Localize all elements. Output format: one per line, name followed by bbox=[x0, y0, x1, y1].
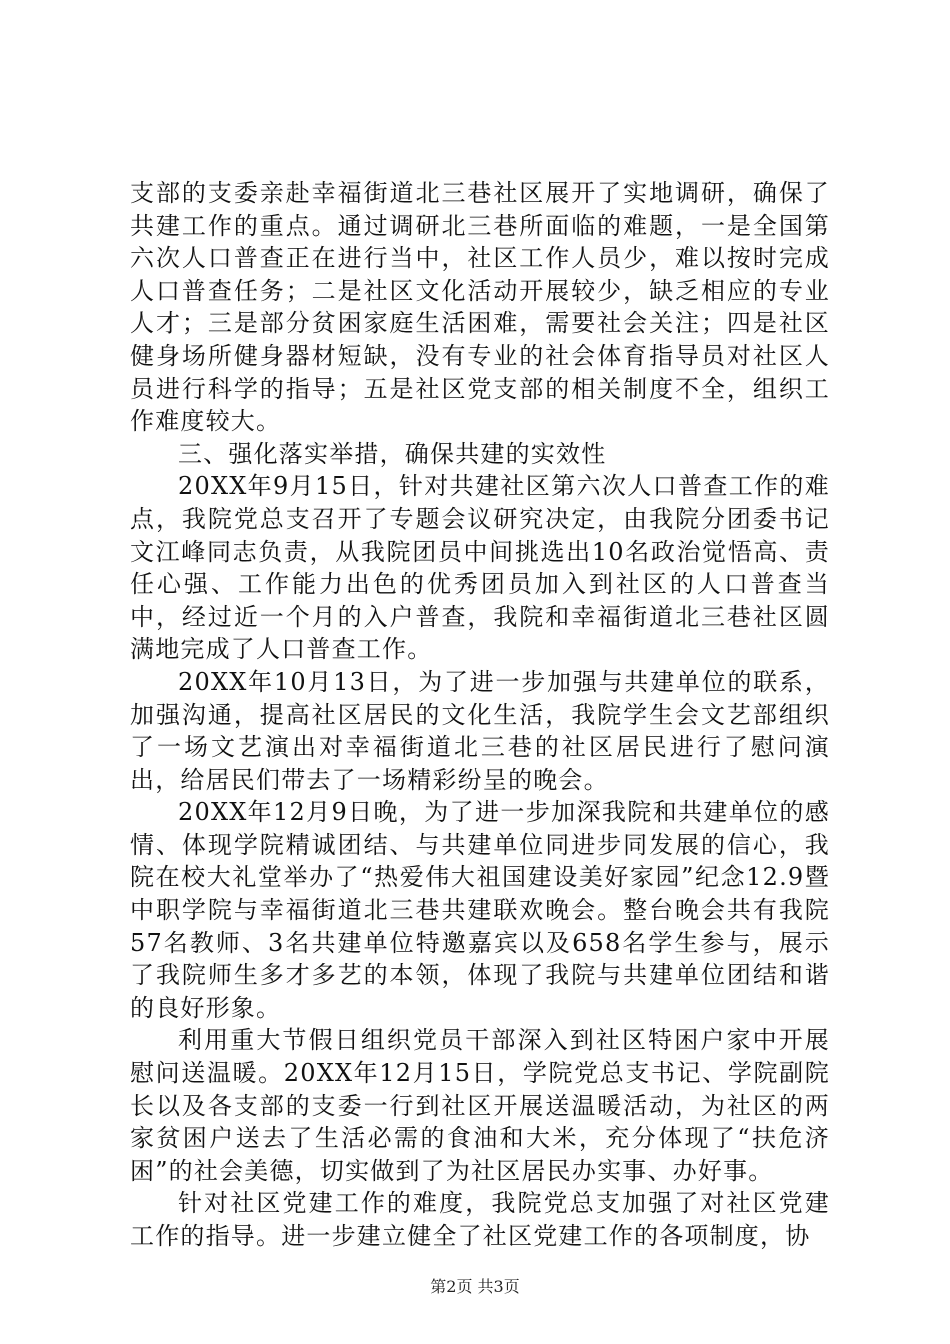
document-body bbox=[130, 177, 830, 1253]
paragraph: 20XX年9月15日，针对共建社区第六次人口普查工作的难点，我院党总支召开了专题会议研究决定，由我院分团委书记文江峰同志负责，从我院团员中间挑选出10名政治觉悟高、责任心强、工作能力出色的优秀团员加入到社区的人口普查当中，经过近一个月的入户普查，我院和幸福街道北三巷社区圆满地完成了人口普查工作。 bbox=[130, 472, 830, 664]
paragraph: 利用重大节假日组织党员干部深入到社区特困户家中开展慰问送温暖。20XX年12月15日，学院党总支书记、学院副院长以及各支部的支委一行到社区开展送温暖活动，为社区的两家贫困户送去了生活必需的食油和大米，充分体现了“扶危济困”的社会美德，切实做到了为社区居民办实事、办好事。 bbox=[130, 1026, 830, 1185]
section-heading: 三、强化落实举措，确保共建的实效性 bbox=[178, 439, 607, 468]
page-footer: 第2页 共3页 bbox=[430, 1277, 520, 1296]
paragraph-continuation: 支部的支委亲赴幸福街道北三巷社区展开了实地调研，确保了共建工作的重点。通过调研北三巷所面临的难题，一是全国第六次人口普查正在进行当中，社区工作人员少，难以按时完成人口普查任务；二是社区文化活动开展较少，缺乏相应的专业人才；三是部分贫困家庭生活困难，需要社会关注；四是社区健身场所健身器材短缺，没有专业的社会体育指导员对社区人员进行科学的指导；五是社区党支部的相关制度不全，组织工作难度较大。 bbox=[130, 179, 830, 436]
paragraph: 20XX年10月13日，为了进一步加强与共建单位的联系，加强沟通，提高社区居民的文化生活，我院学生会文艺部组织了一场文艺演出对幸福街道北三巷的社区居民进行了慰问演出，给居民们带去了一场精彩纷呈的晚会。 bbox=[130, 667, 830, 794]
paragraph: 20XX年12月9日晚，为了进一步加深我院和共建单位的感情、体现学院精诚团结、与共建单位同进步同发展的信心，我院在校大礼堂举办了“热爱伟大祖国建设美好家园”纪念12.9暨中职学院与幸福街道北三巷共建联欢晚会。整台晚会共有我院57名教师、3名共建单位特邀嘉宾以及658名学生参与，展示了我院师生多才多艺的本领，体现了我院与共建单位团结和谐的良好形象。 bbox=[130, 798, 830, 1022]
paragraph: 针对社区党建工作的难度，我院党总支加强了对社区党建工作的指导。进一步建立健全了社区党建工作的各项制度，协 bbox=[130, 1189, 830, 1250]
